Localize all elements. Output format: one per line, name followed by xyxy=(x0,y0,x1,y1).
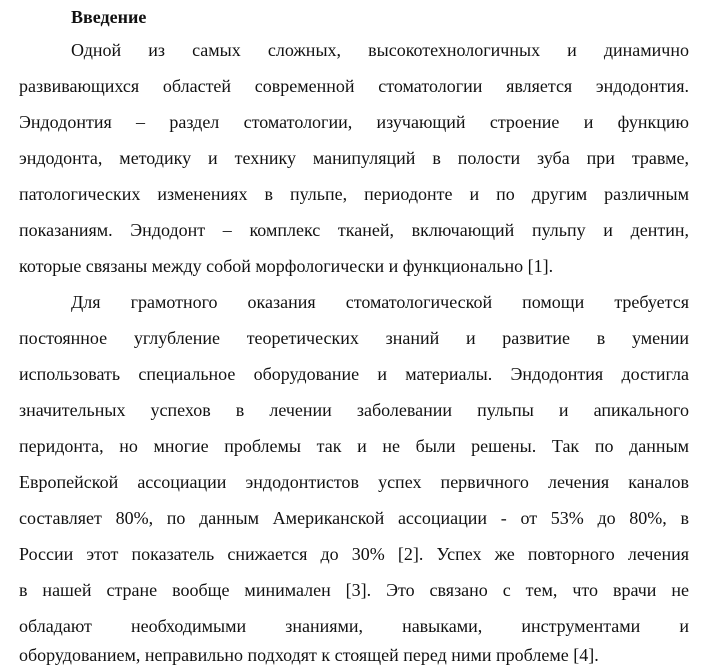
text-line: эндодонта, методику и технику манипуляций в полости зуба при травме, xyxy=(19,148,689,168)
text-line: которые связаны между собой морфологически и функционально [1]. xyxy=(19,256,554,276)
text-line: обладают необходимыми знаниями, навыками, инструментами и xyxy=(19,616,689,636)
text-line: значительных успехов в лечении заболевании пульпы и апикального xyxy=(19,400,689,420)
text-line: перидонта, но многие проблемы так и не были решены. Так по данным xyxy=(19,436,689,456)
text-line: показаниям. Эндодонт – комплекс тканей, включающий пульпу и дентин, xyxy=(19,220,689,240)
text-line: составляет 80%, по данным Американской ассоциации - от 53% до 80%, в xyxy=(19,508,689,528)
text-line: патологических изменениях в пульпе, периодонте и по другим различным xyxy=(19,184,689,204)
text-line: постоянное углубление теоретических знаний и развитие в умении xyxy=(19,328,689,348)
section-heading: Введение xyxy=(71,7,147,27)
text-line: использовать специальное оборудование и материалы. Эндодонтия достигла xyxy=(19,364,689,384)
text-line: Одной из самых сложных, высокотехнологичных и динамично xyxy=(71,40,689,60)
text-line: России этот показатель снижается до 30% [2]. Успех же повторного лечения xyxy=(19,544,689,564)
text-line: оборудованием, неправильно подходят к стоящей перед ними проблеме [4]. xyxy=(19,645,599,665)
text-line: Эндодонтия – раздел стоматологии, изучающий строение и функцию xyxy=(19,112,689,132)
text-line: Для грамотного оказания стоматологической помощи требуется xyxy=(71,292,689,312)
text-line: в нашей стране вообще минимален [3]. Это связано с тем, что врачи не xyxy=(19,580,689,600)
text-line: Европейской ассоциации эндодонтистов успех первичного лечения каналов xyxy=(19,472,689,492)
text-line: развивающихся областей современной стоматологии является эндодонтия. xyxy=(19,76,689,96)
